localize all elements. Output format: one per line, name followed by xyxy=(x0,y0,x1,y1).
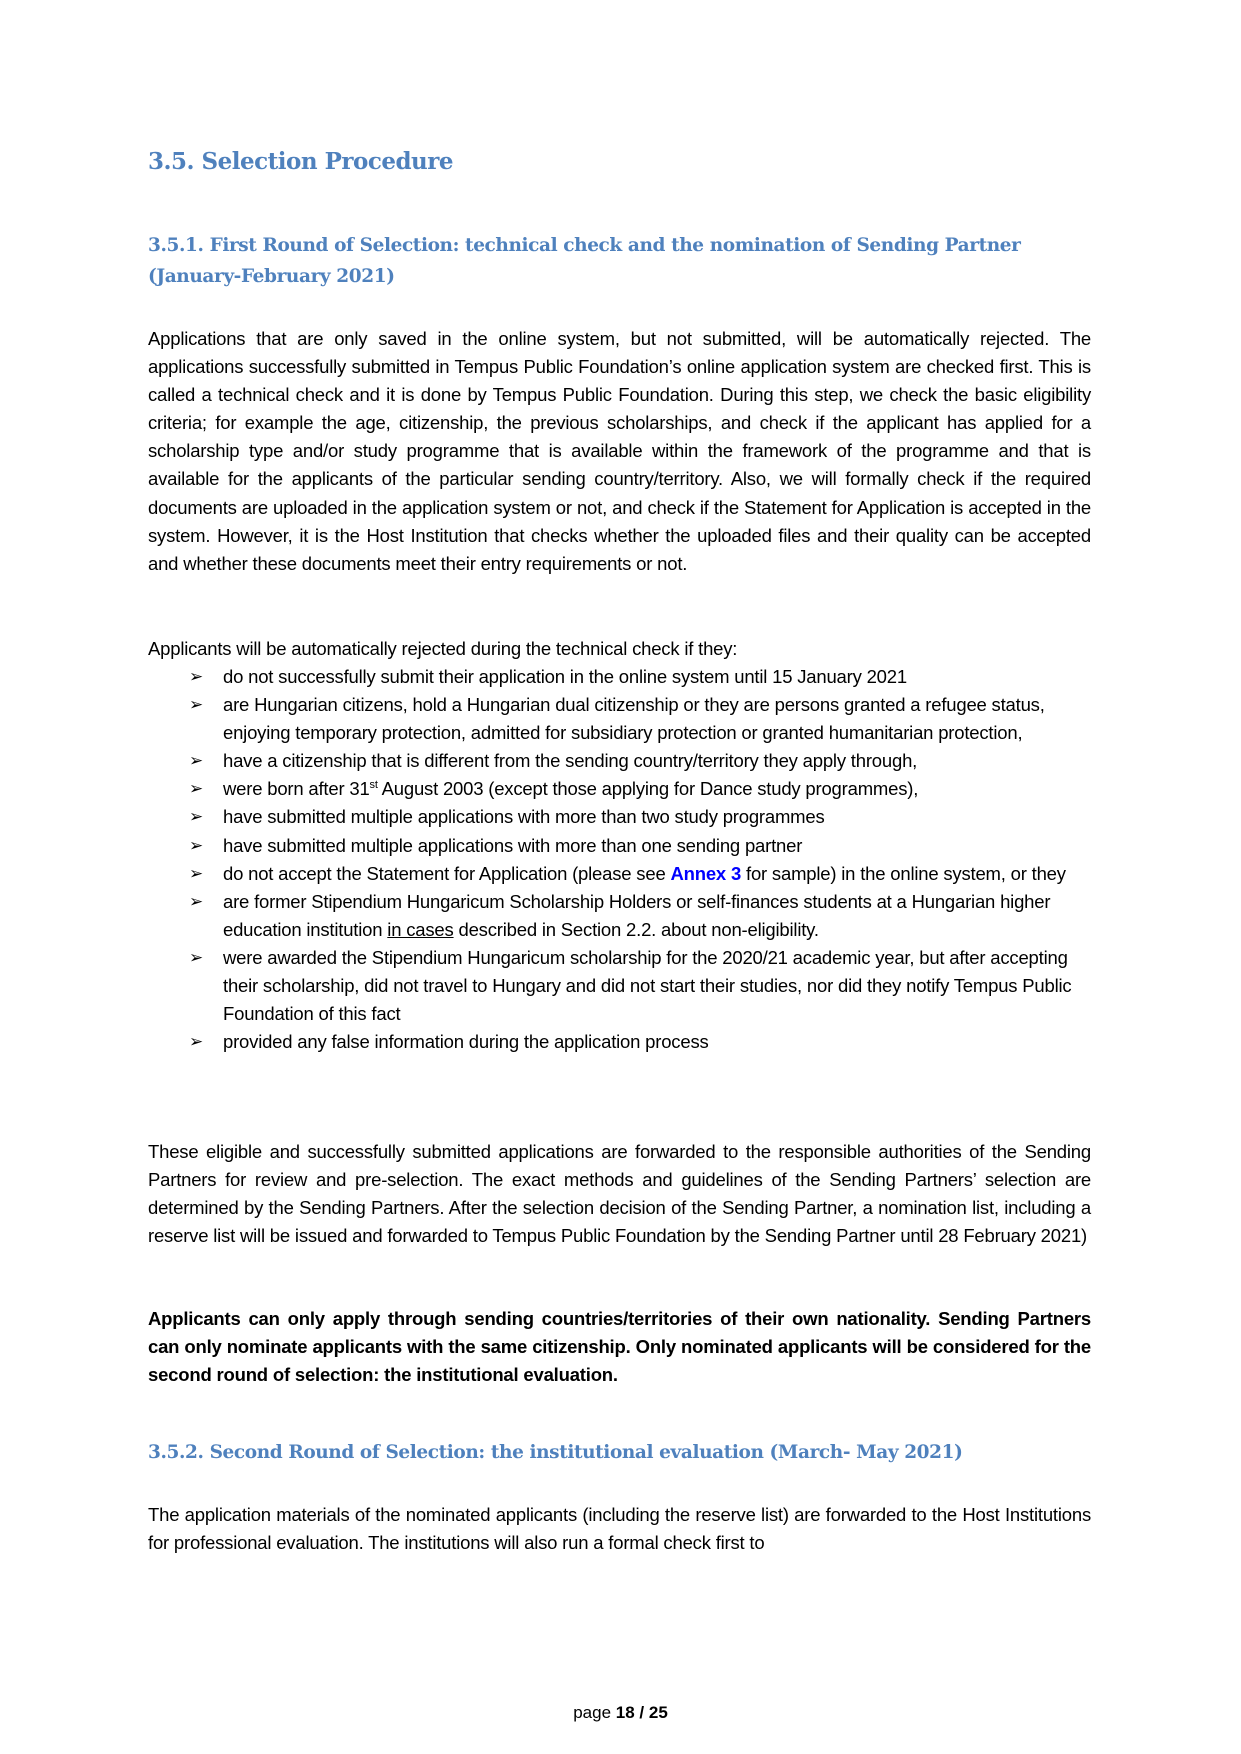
arrowhead-bullet-icon: ➢ xyxy=(189,751,204,771)
arrowhead-bullet-icon: ➢ xyxy=(189,1032,204,1052)
list-item: ➢ provided any false information during the application process xyxy=(148,1028,1091,1056)
arrowhead-bullet-icon: ➢ xyxy=(189,891,204,911)
underlined-text: in cases xyxy=(387,918,454,940)
subsection-heading-3-5-2: 3.5.2. Second Round of Selection: the institutional evaluation (March- May 2021) xyxy=(148,1442,963,1463)
list-item: ➢ have submitted multiple applications with more than two study programmes xyxy=(148,803,1091,831)
subsection-heading-3-5-1: 3.5.1. First Round of Selection: technical check and the nomination of Sending Partner (January-February 2021) xyxy=(148,235,1021,287)
list-intro: Applicants will be automatically rejected during the technical check if they: xyxy=(148,638,738,659)
arrowhead-bullet-icon: ➢ xyxy=(189,695,204,715)
paragraph-technical-check: Applications that are only saved in the online system, but not submitted, will be automatically rejected. The applications successfully submitted in Tempus Public Foundation’s online application system are checked first. This is called a technical check and it is done by Tempus Public Foundation. During this step, we check the basic eligibility criteria; for example the age, citizenship, the previous scholarships, and check if the applicant has applied for a scholarship type and/or study programme that is available within the framework of the programme and that is available for the applicants of the particular sending country/territory. Also, we will formally check if the required documents are uploaded in the application system or not, and check if the Statement for Application is accepted in the system. However, it is the Host Institution that checks whether the uploaded files and their quality can be accepted and whether these documents meet their entry requirements or not. xyxy=(148,328,1091,574)
list-item: ➢ do not accept the Statement for Application (please see Annex 3 for sample) in the online system, or they xyxy=(148,860,1091,888)
arrowhead-bullet-icon: ➢ xyxy=(189,807,204,827)
current-page-number: 18 xyxy=(615,1703,635,1722)
list-item: ➢ were awarded the Stipendium Hungaricum scholarship for the 2020/21 academic year, but after accepting their scholarship, did not travel to Hungary and did not start their studies, nor did they notify Tempus Public Foundation of this fact xyxy=(148,944,1091,1028)
arrowhead-bullet-icon: ➢ xyxy=(189,779,204,799)
arrowhead-bullet-icon: ➢ xyxy=(189,863,204,883)
arrowhead-bullet-icon: ➢ xyxy=(189,947,204,967)
arrowhead-bullet-icon: ➢ xyxy=(189,667,204,686)
total-pages: 25 xyxy=(648,1703,668,1722)
list-item: ➢ do not successfully submit their application in the online system until 15 January 2021 xyxy=(148,663,1091,691)
rejection-criteria-list xyxy=(148,663,1091,1056)
bold-note: Applicants can only apply through sending countries/territories of their own nationality. Sending Partners can only nominate applicants with the same citizenship. Only nominated applicants will be considered for the second round of selection: the institutional evaluation. xyxy=(148,1308,1091,1386)
paragraph-institutional-evaluation: The application materials of the nominated applicants (including the reserve list) are forwarded to the Host Institutions for professional evaluation. The institutions will also run a formal check first to xyxy=(148,1504,1091,1554)
list-item: ➢ have submitted multiple applications with more than one sending partner xyxy=(148,832,1091,860)
paragraph-sending-partners: These eligible and successfully submitted applications are forwarded to the responsible authorities of the Sending Partners for review and pre-selection. The exact methods and guidelines of the Sending Partners’ selection are determined by the Sending Partners. After the selection decision of the Sending Partner, a nomination list, including a reserve list will be issued and forwarded to Tempus Public Foundation by the Sending Partner until 28 February 2021) xyxy=(148,1141,1091,1247)
annex-3-link[interactable]: Annex 3 xyxy=(670,862,742,884)
list-item: ➢ have a citizenship that is different from the sending country/territory they apply through, xyxy=(148,747,1091,775)
list-item: ➢ are former Stipendium Hungaricum Scholarship Holders or self-finances students at a Hungarian higher education institution in cases described in Section 2.2. about non-eligibility. xyxy=(148,888,1091,944)
arrowhead-bullet-icon: ➢ xyxy=(189,835,204,855)
page-footer: page 18 / 25 xyxy=(573,1703,668,1722)
list-item: ➢ are Hungarian citizens, hold a Hungarian dual citizenship or they are persons granted a refugee status, enjoying temporary protection, admitted for subsidiary protection or granted humanitarian protection, xyxy=(148,691,1091,747)
list-item: ➢ were born after 31st August 2003 (except those applying for Dance study programmes), xyxy=(148,775,1091,803)
section-heading-3-5: 3.5. Selection Procedure xyxy=(148,148,454,175)
